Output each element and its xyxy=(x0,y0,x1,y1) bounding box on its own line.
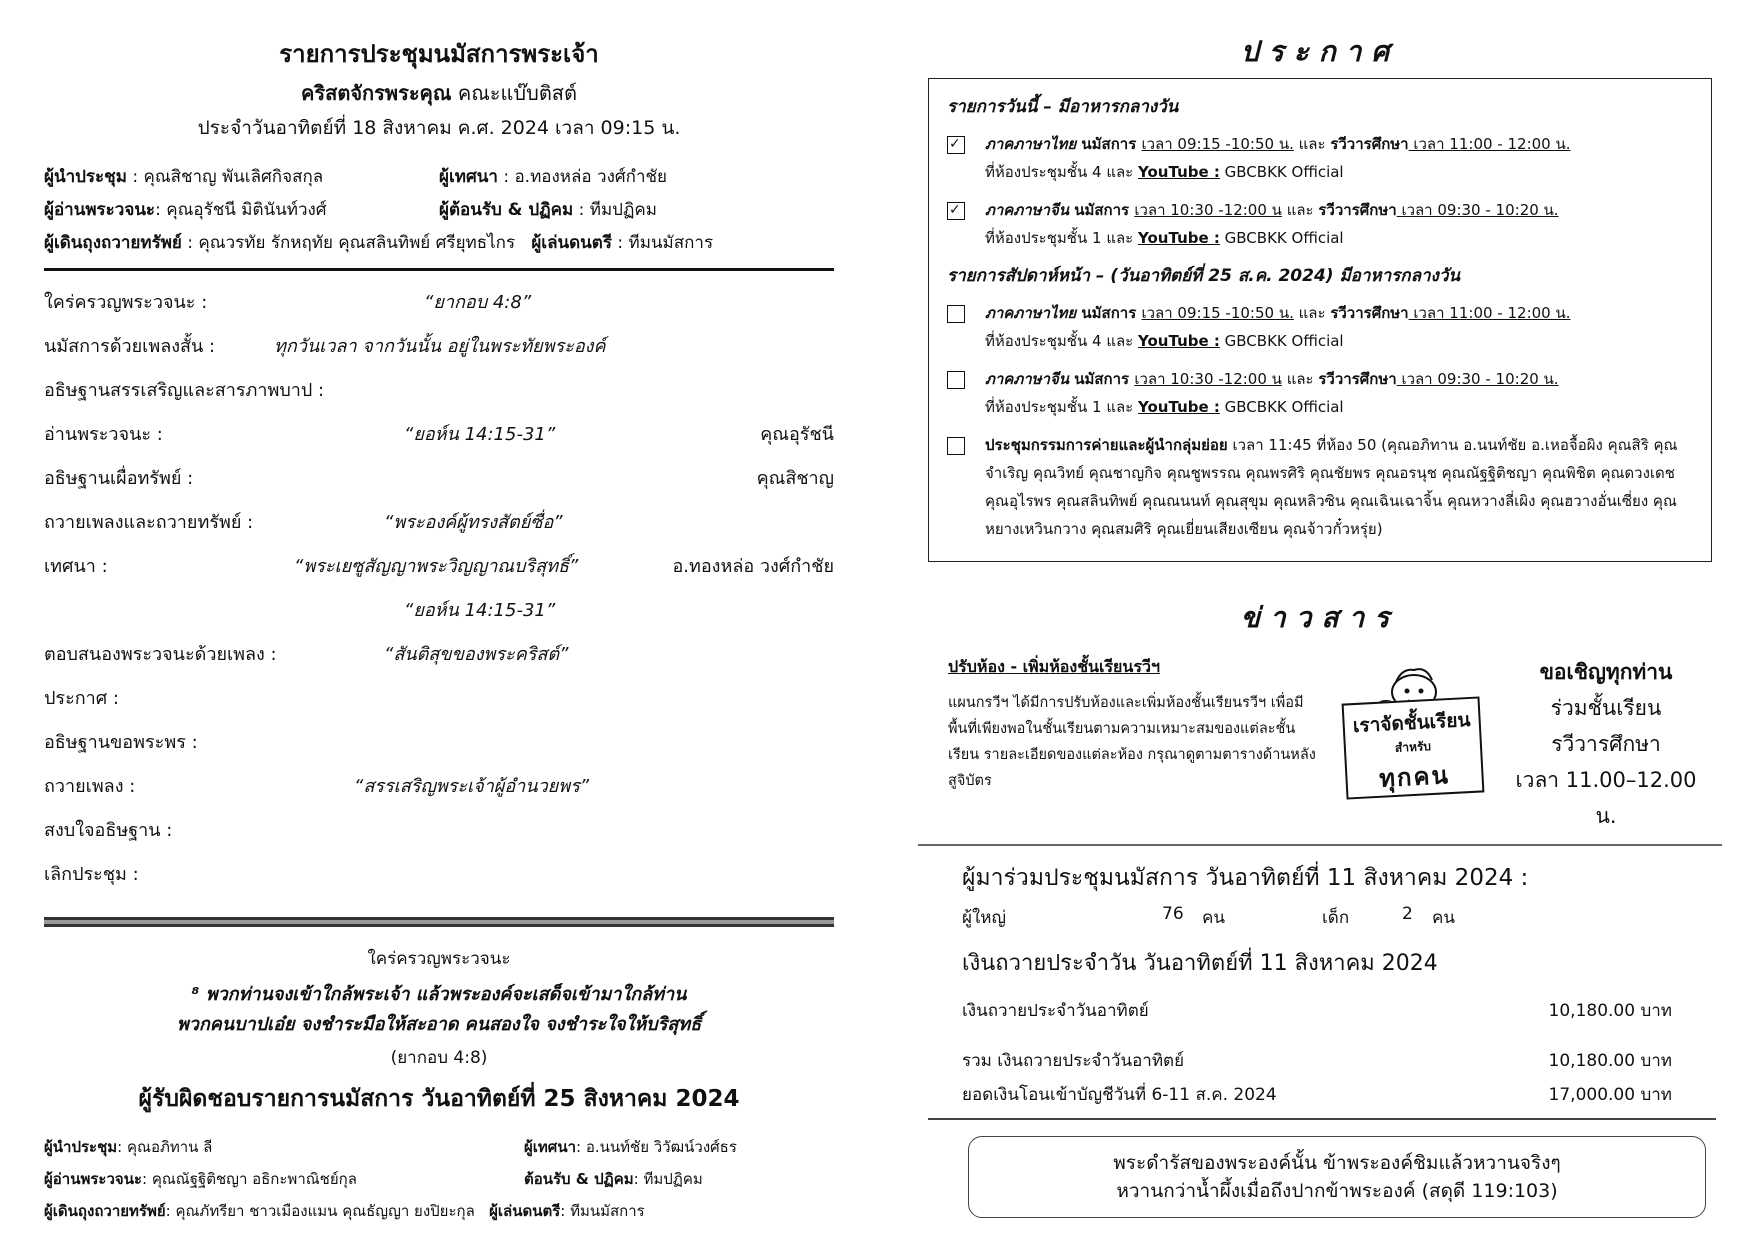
church-name-rest: คณะแบ๊บติสต์ xyxy=(451,81,577,105)
stats-section xyxy=(928,846,1712,1112)
next-music-value: : ทีมนมัสการ xyxy=(560,1202,645,1220)
roles xyxy=(44,161,834,260)
page-title: รายการประชุมนมัสการพระเจ้า xyxy=(279,40,599,68)
and-text: และ xyxy=(1281,370,1319,388)
checked-box-icon xyxy=(947,136,965,154)
offering-amount: 17,000.00 บาท xyxy=(1548,1085,1672,1105)
next-week-heading: รายการสัปดาห์หน้า – (วันอาทิตย์ที่ 25 ส.ค. 2024) มีอาหารกลางวัน xyxy=(947,266,1461,286)
offering-label: รวม เงินถวายประจำวันอาทิตย์ xyxy=(962,1051,1185,1071)
verse-reference: (ยากอบ 4:8) xyxy=(390,1048,488,1068)
room-text: ที่ห้องประชุมชั้น 4 และ xyxy=(985,332,1139,350)
church-name-bold: คริสตจักรพระคุณ xyxy=(301,81,452,105)
offering-label: เงินถวายประจำวันอาทิตย์ xyxy=(962,1001,1149,1021)
class-sign-illustration xyxy=(1336,662,1486,802)
church-name xyxy=(44,77,834,109)
order-title: “ยอห์น 14:15-31” xyxy=(404,600,556,621)
camp-title: ประชุมกรรมการค่ายและผู้นำกลุ่มย่อย xyxy=(985,436,1228,454)
order-label: เลิกประชุม : xyxy=(44,864,139,885)
checked-box-icon xyxy=(947,202,965,220)
invite-line: ขอเชิญทุกท่าน xyxy=(1539,660,1673,684)
order-row xyxy=(44,721,834,765)
usher-value: : ทีมปฏิคม xyxy=(573,200,657,220)
offering-amount: 10,180.00 บาท xyxy=(1548,1051,1672,1071)
worship-time: เวลา 09:15 -10:50 น. xyxy=(1141,135,1294,153)
worship-time: เวลา 10:30 -12:00 น xyxy=(1134,370,1282,388)
room-text: ที่ห้องประชุมชั้น 1 และ xyxy=(985,398,1139,416)
channel-name: GBCBKK Official xyxy=(1219,229,1344,247)
next-leader-label: ผู้นำประชุม xyxy=(44,1138,118,1156)
lang-label: ภาคภาษาไทย xyxy=(985,304,1077,322)
news-headline: ปรับห้อง - เพิ่มห้องชั้นเรียนรวีฯ xyxy=(948,657,1160,676)
adult-label: ผู้ใหญ่ xyxy=(962,908,1006,928)
reader-value: : คุณอุรัชนี มิตินันท์วงศ์ xyxy=(155,200,327,220)
next-week-title: ผู้รับผิดชอบรายการนมัสการ วันอาทิตย์ที่ 25 สิงหาคม 2024 xyxy=(138,1086,740,1112)
next-week-roles xyxy=(44,1131,834,1227)
leader-value: : คุณสิชาญ พันเลิศกิจสกุล xyxy=(126,167,324,187)
order-title: ทุกวันเวลา จากวันนั้น อยู่ในพระทัยพระองค์ xyxy=(274,336,606,357)
next-leader-value: : คุณอภิทาน ลี xyxy=(117,1138,213,1156)
worship-label: นมัสการ xyxy=(1069,370,1135,388)
and-text: และ xyxy=(1293,304,1331,322)
next-preacher-label: ผู้เทศนา xyxy=(524,1138,577,1156)
invite-line: ร่วมชั้นเรียน xyxy=(1550,696,1662,720)
order-person: อ.ทองหล่อ วงศ์กำชัย xyxy=(672,556,834,577)
channel-name: GBCBKK Official xyxy=(1219,398,1344,416)
order-row xyxy=(44,413,834,457)
scripture-quote-box xyxy=(968,1136,1706,1218)
order-row xyxy=(44,853,834,897)
right-column xyxy=(928,30,1712,1218)
order-label: ประกาศ : xyxy=(44,688,119,709)
order-row xyxy=(44,633,834,677)
sign-line-2: สำหรับ xyxy=(1394,739,1432,755)
invite-time: เวลา 11.00–12.00 น. xyxy=(1515,768,1697,828)
announcement-item xyxy=(947,365,1693,421)
next-offering-value: : คุณภัทรียา ชาวเมืองแมน คุณธัญญา ยงปิยะกุล xyxy=(165,1202,475,1220)
quote-line: พระดำรัสของพระองค์นั้น ข้าพระองค์ชิมแล้วหวานจริงๆ xyxy=(1113,1152,1561,1174)
order-title: “พระองค์ผู้ทรงสัตย์ซื่อ” xyxy=(384,512,563,533)
study-label: รวีวารศึกษา xyxy=(1330,304,1409,322)
attendance-counts xyxy=(962,904,1672,931)
next-usher-label: ต้อนรับ & ปฏิคม xyxy=(524,1170,634,1188)
news-title: ข่าวสาร xyxy=(1240,601,1400,634)
child-unit: คน xyxy=(1432,908,1455,928)
order-title: “พระเยซูสัญญาพระวิญญาณบริสุทธิ์” xyxy=(294,556,579,577)
music-value: : ทีมนมัสการ xyxy=(611,233,714,253)
class-sign xyxy=(1342,696,1485,799)
study-label: รวีวารศึกษา xyxy=(1318,201,1397,219)
usher-label: ผู้ต้อนรับ & ปฏิคม xyxy=(439,200,574,220)
announcement-item xyxy=(947,130,1693,186)
child-label: เด็ก xyxy=(1322,908,1350,928)
preacher-label: ผู้เทศนา xyxy=(439,167,498,187)
order-row xyxy=(44,325,834,369)
channel-name: GBCBKK Official xyxy=(1219,332,1344,350)
unchecked-box-icon xyxy=(947,371,965,389)
order-label: อ่านพระวจนะ : xyxy=(44,424,163,445)
today-heading: รายการวันนี้ – มีอาหารกลางวัน xyxy=(947,97,1179,117)
order-title: “สรรเสริญพระเจ้าผู้อำนวยพร” xyxy=(354,776,590,797)
order-label: อธิษฐานเผื่อทรัพย์ : xyxy=(44,468,194,489)
order-title: “สันติสุขของพระคริสต์” xyxy=(384,644,569,665)
order-label: อธิษฐานสรรเสริญและสารภาพบาป : xyxy=(44,380,325,401)
order-row xyxy=(44,545,834,589)
order-label: อธิษฐานขอพระพร : xyxy=(44,732,198,753)
order-label: สงบใจอธิษฐาน : xyxy=(44,820,173,841)
order-row xyxy=(44,501,834,545)
news-section xyxy=(928,654,1712,844)
worship-label: นมัสการ xyxy=(1076,304,1142,322)
next-reader-label: ผู้อ่านพระวจนะ xyxy=(44,1170,142,1188)
offering-row xyxy=(962,1044,1672,1078)
announcement-item xyxy=(947,431,1693,543)
order-row xyxy=(44,677,834,721)
order-row xyxy=(44,457,834,501)
unchecked-box-icon xyxy=(947,305,965,323)
order-label: ใคร่ครวญพระวจนะ : xyxy=(44,292,208,313)
youtube-label: YouTube : xyxy=(1138,163,1220,181)
and-text: และ xyxy=(1293,135,1331,153)
channel-name: GBCBKK Official xyxy=(1219,163,1344,181)
next-preacher-value: : อ.นนท์ชัย วิวัฒน์วงศ์ธร xyxy=(576,1138,737,1156)
attendance-heading: ผู้มาร่วมประชุมนมัสการ วันอาทิตย์ที่ 11 สิงหาคม 2024 : xyxy=(962,865,1529,891)
offering-label: ยอดเงินโอนเข้าบัญชีวันที่ 6-11 ส.ค. 2024 xyxy=(962,1085,1277,1105)
worship-time: เวลา 09:15 -10:50 น. xyxy=(1141,304,1294,322)
announcement-item xyxy=(947,299,1693,355)
study-label: รวีวารศึกษา xyxy=(1318,370,1397,388)
sign-line-3: ทุกคน xyxy=(1378,761,1451,793)
order-row xyxy=(44,281,834,325)
offering-row xyxy=(962,1078,1672,1112)
study-time: เวลา 09:30 - 10:20 น. xyxy=(1396,201,1559,219)
next-offering-label: ผู้เดินถุงถวายทรัพย์ xyxy=(44,1202,166,1220)
order-label: ถวายเพลงและถวายทรัพย์ : xyxy=(44,512,254,533)
offering-label: ผู้เดินถุงถวายทรัพย์ xyxy=(44,233,182,253)
lang-label: ภาคภาษาจีน xyxy=(985,201,1070,219)
music-label: ผู้เล่นดนตรี xyxy=(531,233,612,253)
offering-value: : คุณวรทัย รักหฤทัย คุณสลินทิพย์ ศรียุทธไกร xyxy=(181,233,516,253)
order-of-service xyxy=(44,281,834,897)
next-music-label: ผู้เล่นดนตรี xyxy=(489,1202,561,1220)
room-text: ที่ห้องประชุมชั้น 1 และ xyxy=(985,229,1139,247)
verse-text xyxy=(44,980,834,1040)
worship-time: เวลา 10:30 -12:00 น xyxy=(1134,201,1282,219)
order-label: นมัสการด้วยเพลงสั้น : xyxy=(44,336,216,357)
study-time: เวลา 11:00 - 12:00 น. xyxy=(1408,135,1571,153)
offering-heading: เงินถวายประจำวัน วันอาทิตย์ที่ 11 สิงหาคม 2024 xyxy=(962,951,1438,976)
camp-details: เวลา 11:45 ที่ห้อง 50 (คุณอภิทาน อ.นนท์ชัย อ.เหอจื้อผิง คุณสิริ คุณจำเริญ คุณวิทย์ คุณชาญกิจ คุณชูพรรณ คุณพรศิริ คุณชัยพร คุณอรนุช คุณณัฐฐิติชญา คุณพิชิต คุณดวงเดช คุณอุไรพร คุณสลินทิพย์ คุณณนนท์ คุณสุขุม คุณหลิวซิน คุณเฉินเฉาจิ้น คุณหวางลี่เผิง คุณฮวางอั่นเซี่ยง คุณหยางเหวินกวาง คุณสมศิริ คุณเยี่ยนเสียงเซียน คุณจ้าวกั๋วหรุ่ย) xyxy=(985,436,1678,538)
order-row xyxy=(44,369,834,413)
and-text: และ xyxy=(1281,201,1319,219)
announcement-item xyxy=(947,196,1693,252)
next-reader-value: : คุณณัฐฐิติชญา อธิกะพาณิชย์กุล xyxy=(142,1170,357,1188)
invite-line: รวีวารศึกษา xyxy=(1551,732,1661,756)
divider xyxy=(928,1118,1716,1120)
child-count: 2 xyxy=(1402,904,1413,924)
divider xyxy=(44,268,834,271)
sign-line-1: เราจัดชั้นเรียน xyxy=(1352,708,1471,738)
youtube-label: YouTube : xyxy=(1138,332,1220,350)
order-person: คุณสิชาญ xyxy=(756,468,834,489)
reader-label: ผู้อ่านพระวจนะ xyxy=(44,200,156,220)
order-person: คุณอุรัชนี xyxy=(760,424,834,445)
worship-label: นมัสการ xyxy=(1069,201,1135,219)
news-article xyxy=(948,654,1318,794)
quote-line: หวานกว่าน้ำผึ้งเมื่อถึงปากข้าพระองค์ (สดุดี 119:103) xyxy=(1116,1180,1558,1202)
leader-label: ผู้นำประชุม xyxy=(44,167,127,187)
verse-line: พวกคนบาปเอ๋ย จงชำระมือให้สะอาด คนสองใจ จงชำระใจให้บริสุทธิ์ xyxy=(176,1014,702,1035)
order-label: ถวายเพลง : xyxy=(44,776,136,797)
order-row xyxy=(44,765,834,809)
lang-label: ภาคภาษาไทย xyxy=(985,135,1077,153)
order-row xyxy=(44,809,834,853)
room-text: ที่ห้องประชุมชั้น 4 และ xyxy=(985,163,1139,181)
announcements-box xyxy=(928,78,1712,562)
offering-row xyxy=(962,994,1672,1028)
order-row xyxy=(44,589,834,633)
invitation xyxy=(1508,654,1704,834)
study-time: เวลา 11:00 - 12:00 น. xyxy=(1408,304,1571,322)
left-column xyxy=(44,30,834,1227)
service-date: ประจำวันอาทิตย์ที่ 18 สิงหาคม ค.ศ. 2024 เวลา 09:15 น. xyxy=(197,117,681,139)
youtube-label: YouTube : xyxy=(1138,398,1220,416)
preacher-value: : อ.ทองหล่อ วงศ์กำชัย xyxy=(497,167,668,187)
lang-label: ภาคภาษาจีน xyxy=(985,370,1070,388)
verse-line: ⁸ พวกท่านจงเข้าใกล้พระเจ้า แล้วพระองค์จะเสด็จเข้ามาใกล้ท่าน xyxy=(191,984,687,1005)
order-title: “ยากอบ 4:8” xyxy=(424,292,532,313)
order-label: เทศนา : xyxy=(44,556,108,577)
order-label: ตอบสนองพระวจนะด้วยเพลง : xyxy=(44,644,277,665)
next-usher-value: : ทีมปฏิคม xyxy=(633,1170,703,1188)
announcements-title: ประกาศ xyxy=(1240,35,1400,68)
news-body: แผนกรวีฯ ได้มีการปรับห้องและเพิ่มห้องชั้นเรียนรวีฯ เพื่อมีพื้นที่เพียงพอในชั้นเรียนตามความเหมาะสมของแต่ละชั้นเรียน รายละเอียดของแต่ละห้อง กรุณาดูตามตารางด้านหลังสูจิบัตร xyxy=(948,695,1316,789)
offering-amount: 10,180.00 บาท xyxy=(1548,1001,1672,1021)
youtube-label: YouTube : xyxy=(1138,229,1220,247)
study-time: เวลา 09:30 - 10:20 น. xyxy=(1396,370,1559,388)
study-label: รวีวารศึกษา xyxy=(1330,135,1409,153)
adult-count: 76 xyxy=(1162,904,1184,924)
double-divider xyxy=(44,917,834,927)
unchecked-box-icon xyxy=(947,437,965,455)
order-title: “ยอห์น 14:15-31” xyxy=(404,424,556,445)
verse-heading: ใคร่ครวญพระวจนะ xyxy=(367,949,511,969)
adult-unit: คน xyxy=(1202,908,1225,928)
worship-label: นมัสการ xyxy=(1076,135,1142,153)
